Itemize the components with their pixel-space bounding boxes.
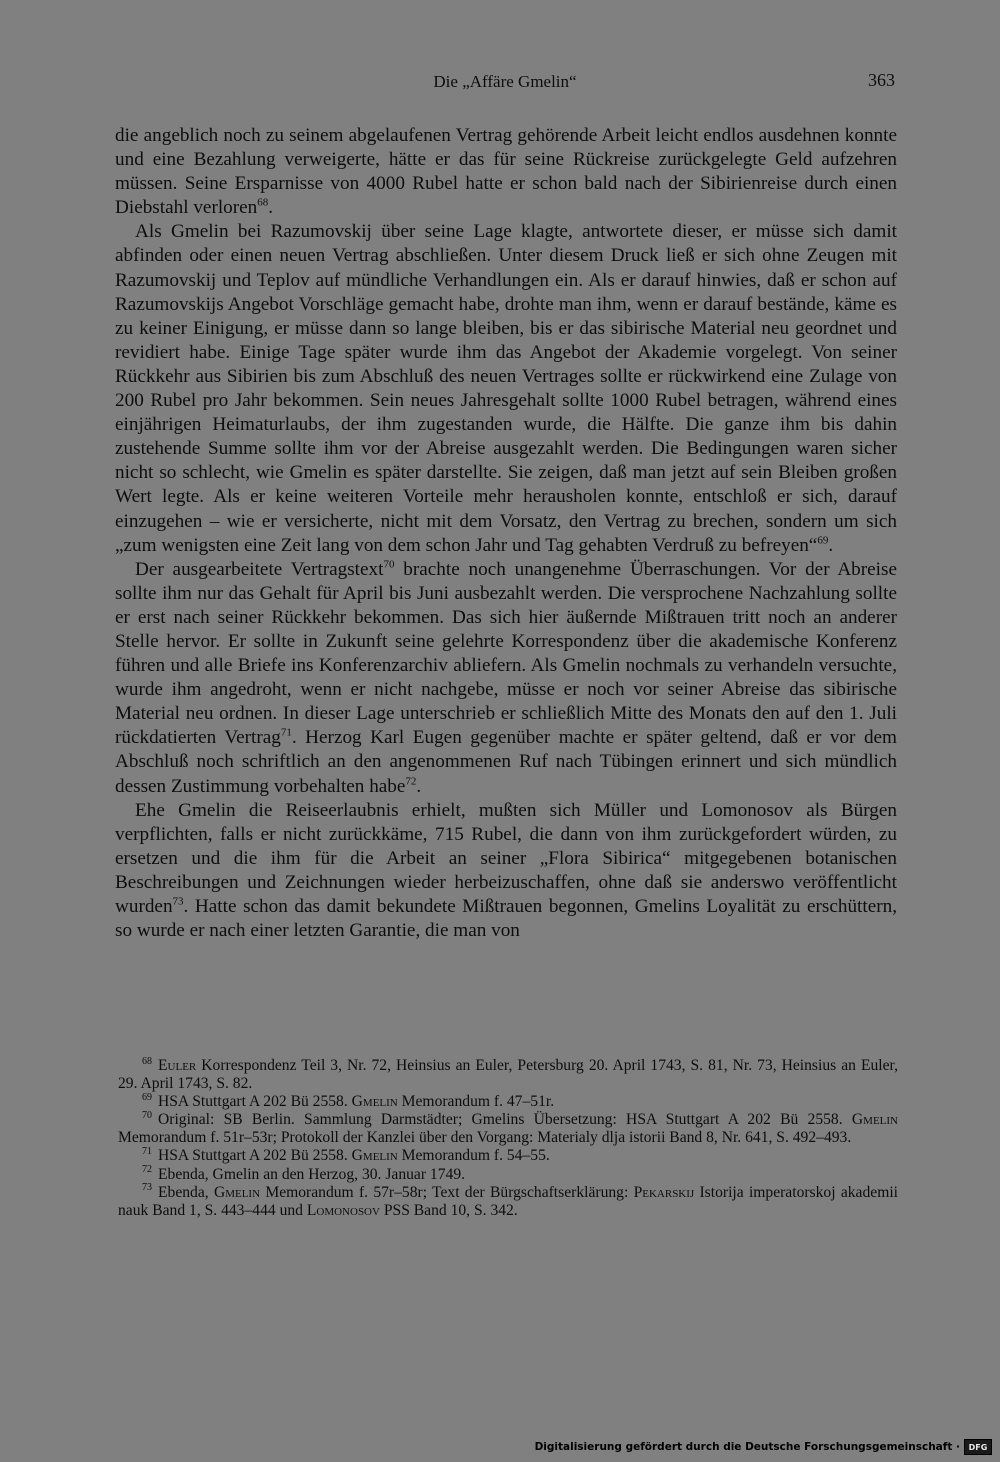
paragraph-4	[115, 799, 897, 944]
footnote-number: 73	[142, 1182, 152, 1194]
footnote-text: PSS Band 10, S. 342.	[379, 1201, 518, 1219]
footnote-text: HSA Stuttgart A 202 Bü 2558.	[158, 1147, 352, 1165]
footnote-ref-72[interactable]: 72	[405, 775, 417, 788]
page-number: 363	[868, 70, 895, 90]
footnote-text: Memorandum f. 47–51r.	[397, 1093, 555, 1111]
footnote-number: 71	[142, 1146, 152, 1158]
footnote-text: Memorandum f. 51r–53r; Protokoll der Kanzlei über den Vorgang: Materialy dlja istorii Band 8, Nr. 641, S. 492–493.	[118, 1129, 852, 1147]
paragraph-text: Der ausgearbeitete Vertragstext	[135, 558, 384, 580]
author-name: Pekarskij	[633, 1183, 695, 1201]
author-name: Gmelin	[351, 1147, 398, 1165]
punctuation: .	[268, 197, 274, 219]
footnote-ref-73[interactable]: 73	[172, 895, 184, 908]
author-name: Euler	[158, 1057, 197, 1074]
punctuation: .	[416, 775, 422, 797]
footnote-number: 70	[142, 1110, 152, 1122]
author-name: Gmelin	[213, 1183, 261, 1201]
footnote-text: Original: SB Berlin. Sammlung Darmstädter; Gmelins Übersetzung: HSA Stuttgart A 202 Bü 2558.	[158, 1111, 852, 1129]
footnote-number: 72	[142, 1164, 152, 1176]
footnote-ref-70[interactable]: 70	[383, 558, 395, 571]
main-text	[115, 124, 897, 943]
footnote-ref-69[interactable]: 69	[817, 534, 829, 547]
footnote-71	[118, 1147, 898, 1165]
footnote-ref-71[interactable]: 71	[280, 726, 292, 739]
footnote-69	[118, 1093, 898, 1111]
running-title: Die „Affäre Gmelin“	[433, 72, 577, 91]
footnote-68	[118, 1057, 898, 1093]
paragraph-text: die angeblich noch zu seinem abgelaufenen Vertrag gehörende Arbeit leicht endlos ausdehnen konnte und eine Bezahlung verweigerte, hätte er das für seine Rückreise zurückgelegte Geld aufzehren müssen. Seine Ersparnisse von 4000 Rubel hatte er schon bald nach der Sibirienreise durch einen Diebstahl verloren	[115, 125, 897, 219]
footnote-text: HSA Stuttgart A 202 Bü 2558.	[158, 1093, 352, 1111]
punctuation: .	[828, 534, 834, 556]
paragraph-text: brachte noch unangenehme Überraschungen. Vor der Abreise sollte ihm nur das Gehalt für April bis Juni ausbezahlt werden. Die versprochene Nachzahlung sollte er erst nach seiner Rückkehr bekommen. Das sich hier äußernde Mißtrauen tritt noch an anderer Stelle hervor. Er sollte in Zukunft seine gelehrte Korrespondenz über die akademische Konferenz führen und alle Briefe ins Konferenzarchiv abliefern. Als Gmelin nochmals zu verhandeln versuchte, wurde ihm angedroht, wenn er nicht nachgebe, müsse er noch vor seiner Abreise das sibirische Material neu ordnen. In dieser Lage unterschrieb er schließlich Mitte des Monats den auf den 1. Juli rückdatierten Vertrag	[115, 558, 897, 749]
paragraph-2	[115, 220, 897, 557]
funding-notice: Digitalisierung gefördert durch die Deutsche Forschungsgemeinschaft ·	[534, 1441, 960, 1453]
author-name: Lomonosov	[306, 1201, 380, 1219]
footnote-70	[118, 1111, 898, 1147]
dfg-logo-icon: DFG	[964, 1439, 992, 1455]
paragraph-text: Ehe Gmelin die Reiseerlaubnis erhielt, mußten sich Müller und Lomonosov als Bürgen verpflichten, falls er nicht zurückkäme, 715 Rubel, die dann von ihm zurückgefordert würden, zu ersetzen und die ihm für die Arbeit an seiner „Flora Sibirica“ mitgegebenen botanischen Beschreibungen und Zeichnungen wieder herbeizuschaffen, ohne daß sie anderswo veröffentlicht wurden	[115, 799, 897, 917]
footnote-number: 69	[142, 1092, 152, 1103]
footnote-text: Ebenda,	[158, 1183, 214, 1201]
footnote-ref-68[interactable]: 68	[257, 196, 269, 209]
paragraph-text: Als Gmelin bei Razumovskij über seine Lage klagte, antwortete dieser, er müsse sich damit abfinden oder einen neuen Vertrag abschließen. Unter diesem Druck ließ er sich ohne Zeugen mit Razumovskij und Teplov auf mündliche Verhandlungen ein. Als er darauf hinwies, daß er schon auf Razumovskijs Angebot Vorschläge gemacht habe, drohte man ihm, wenn er darauf bestände, käme es zu keiner Einigung, er müsse dann so lange bleiben, bis er das sibirische Material neu geordnet und revidiert habe. Einige Tage später wurde ihm das Angebot der Akademie vorgelegt. Von seiner Rückkehr aus Sibirien bis zum Abschluß des neuen Vertrages sollte er rückwirkend eine Zulage von 200 Rubel pro Jahr bekommen. Sein neues Jahresgehalt sollte 1000 Rubel betragen, während eines einjährigen Heimaturlaubs, der ihm zugestanden wurde, die Hälfte. Die ganze ihm bis dahin zustehende Summe sollte ihm vor der Abreise ausgezahlt werden. Die Bedingungen waren sicher nicht so schlecht, wie Gmelin es später darstellte. Sie zeigen, daß man jetzt auf sein Bleiben großen Wert legte. Als er keine weiteren Vorteile mehr herausholen konnte, entschloß er sich, darauf einzugehen – wie er versicherte, nicht mit dem Vorsatz, den Vertrag zu brechen, sondern um sich „zum wenigsten eine Zeit lang von dem schon Jahr und Tag gehabten Verdruß zu befreyen“	[115, 221, 897, 556]
footnote-text: Istorija imperatorskoj akademii nauk Band 1, S. 443–444 und	[118, 1183, 898, 1219]
paragraph-1	[115, 124, 897, 220]
footnote-number: 68	[142, 1055, 152, 1067]
footnote-text: Memorandum f. 57r–58r; Text der Bürgschaftserklärung:	[260, 1183, 634, 1201]
footnotes	[118, 1057, 898, 1220]
running-header	[115, 68, 895, 98]
paragraph-3	[115, 558, 897, 799]
paragraph-text: . Herzog Karl Eugen gegenüber machte er später geltend, daß er vor dem Abschluß noch schriftlich an den angenommenen Ruf nach Tübingen erinnert und sich mündlich dessen Zustimmung vorbehalten habe	[115, 727, 897, 797]
author-name: Gmelin	[351, 1093, 398, 1111]
footnote-73	[118, 1184, 898, 1220]
footnote-text: Korrespondenz Teil 3, Nr. 72, Heinsius an Euler, Petersburg 20. April 1743, S. 81, Nr. 73, Heinsius an Euler, 29. April 1743, S. 82.	[118, 1057, 898, 1093]
footnote-72	[118, 1166, 898, 1184]
paragraph-text: . Hatte schon das damit bekundete Mißtrauen begonnen, Gmelins Loyalität zu erschüttern, so wurde er nach einer letzten Garantie, die man von	[115, 896, 897, 942]
funding-footer	[535, 1437, 992, 1457]
author-name: Gmelin	[851, 1111, 898, 1129]
footnote-text: Memorandum f. 54–55.	[397, 1147, 550, 1165]
footnote-text: Ebenda, Gmelin an den Herzog, 30. Januar 1749.	[158, 1165, 466, 1183]
